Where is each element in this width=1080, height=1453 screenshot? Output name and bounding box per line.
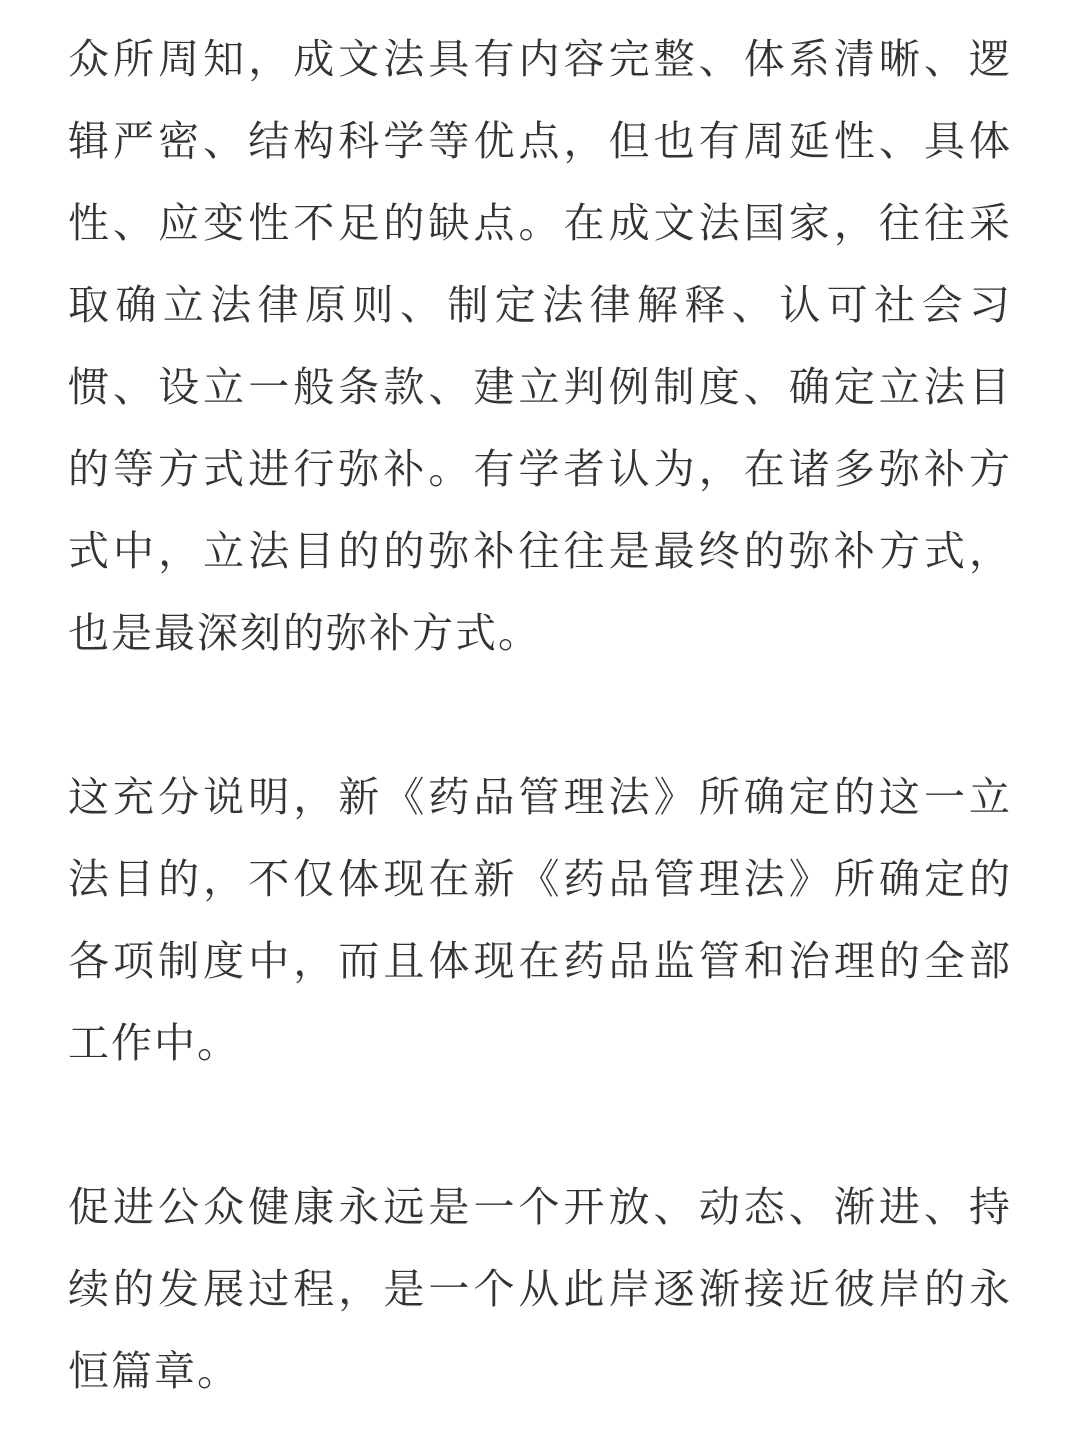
paragraph-public-health: 促进公众健康永远是一个开放、动态、渐进、持续的发展过程，是一个从此岸逐渐接近彼岸的永恒篇章。 [68, 1183, 1012, 1395]
paragraph-codified-law: 众所周知，成文法具有内容完整、体系清晰、逻辑严密、结构科学等优点，但也有周延性、具体性、应变性不足的缺点。在成文法国家，往往采取确立法律原则、制定法律解释、认可社会习惯、设立一般条款、建立判例制度、确定立法目的等方式进行弥补。有学者认为，在诸多弥补方式中，立法目的的弥补往往是最终的弥补方式，也是最深刻的弥补方式。 [68, 35, 1012, 657]
article-body [68, 18, 1012, 1412]
paragraph-drug-law-purpose: 这充分说明，新《药品管理法》所确定的这一立法目的，不仅体现在新《药品管理法》所确定的各项制度中，而且体现在药品监管和治理的全部工作中。 [68, 773, 1012, 1067]
